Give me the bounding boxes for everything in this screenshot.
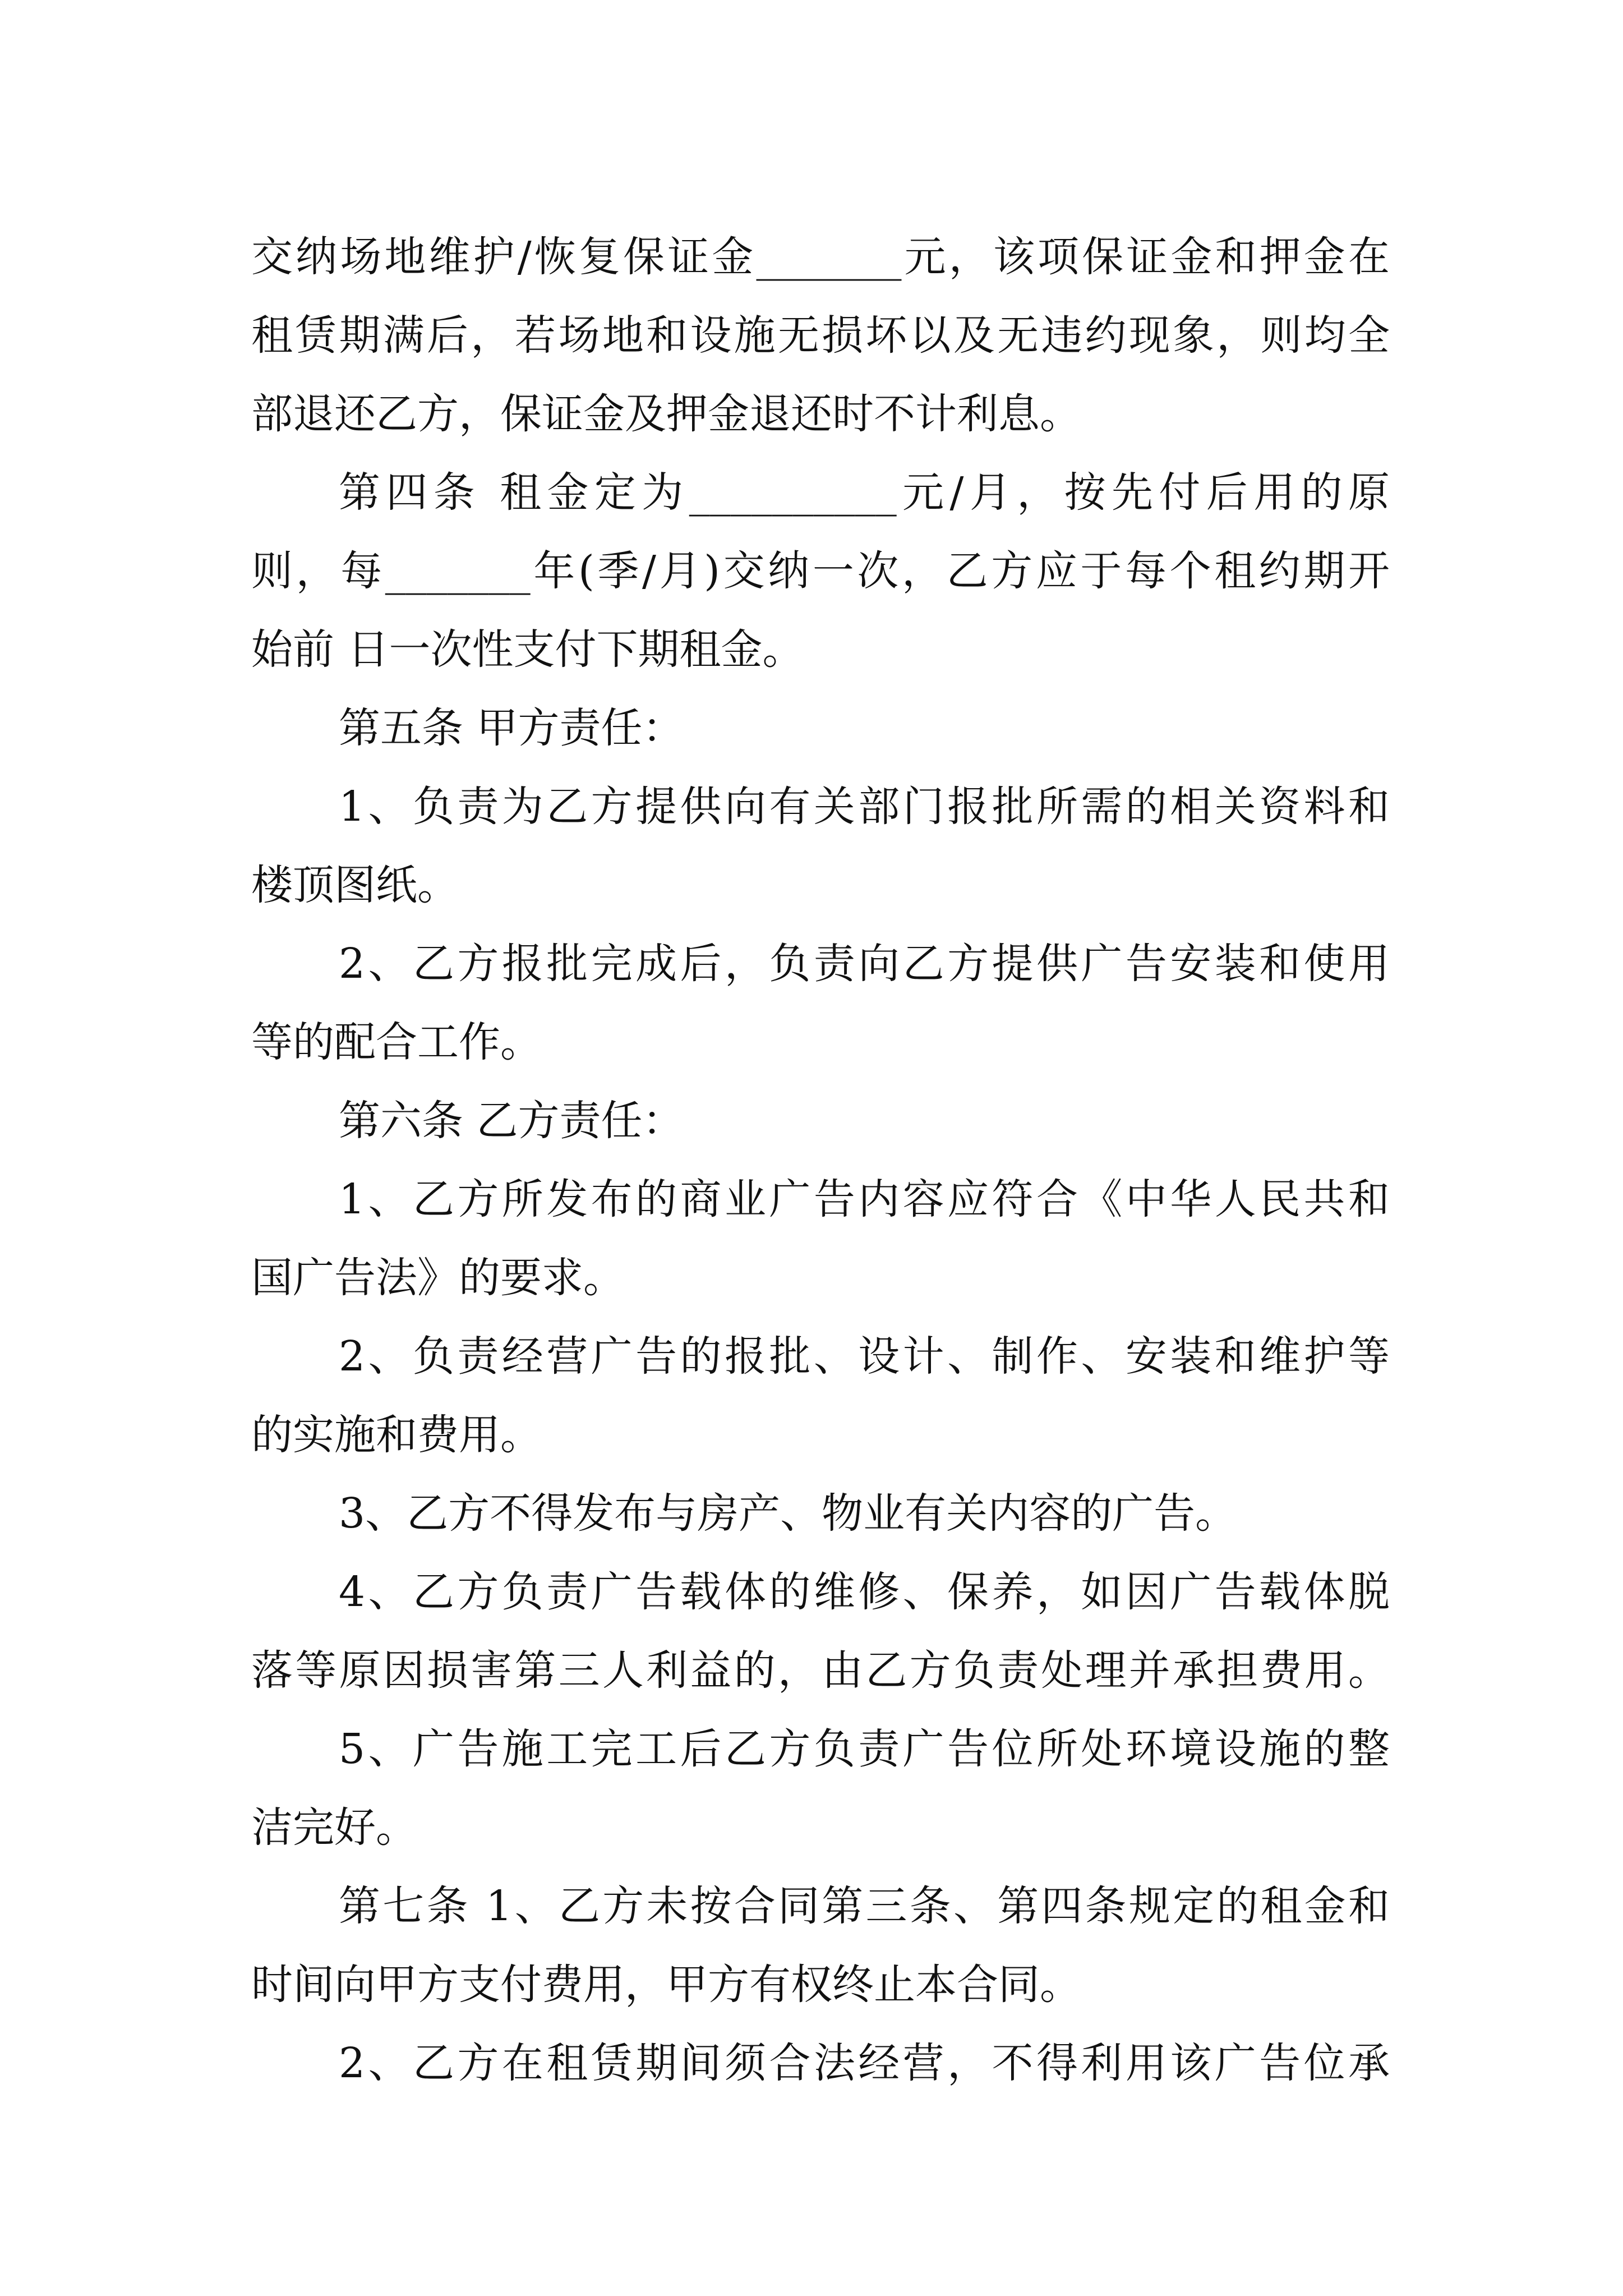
text-line: 1、乙方所发布的商业广告内容应符合《中华人民共和	[339, 1175, 1390, 1223]
text-line: 4、乙方负责广告载体的维修、保养，如因广告载体脱	[339, 1568, 1390, 1616]
text-line: 3、乙方不得发布与房产、物业有关内容的广告。	[339, 1489, 1237, 1538]
article-4-line: 第四条 租金定为__________元/月，按先付后用的原	[339, 468, 1390, 517]
article-5-heading: 第五条 甲方责任：	[339, 704, 684, 752]
text-line: 交纳场地维护/恢复保证金_______元，该项保证金和押金在	[251, 233, 1390, 281]
text-line: 则，每_______年(季/月)交纳一次，乙方应于每个租约期开	[251, 547, 1390, 595]
text-line: 国广告法》的要求。	[251, 1254, 625, 1302]
text-line: 等的配合工作。	[251, 1018, 542, 1066]
text-line: 时间向甲方支付费用，甲方有权终止本合同。	[251, 1961, 1081, 2009]
text-line: 2、负责经营广告的报批、设计、制作、安装和维护等	[339, 1332, 1390, 1381]
text-line: 租赁期满后，若场地和设施无损坏以及无违约现象，则均全	[251, 311, 1390, 360]
text-line: 1、负责为乙方提供向有关部门报批所需的相关资料和	[339, 783, 1390, 831]
text-line: 2、乙方报批完成后，负责向乙方提供广告安装和使用	[339, 940, 1390, 988]
text-line: 2、乙方在租赁期间须合法经营，不得利用该广告位承	[339, 2039, 1390, 2087]
text-line: 始前 日一次性支付下期租金。	[251, 625, 804, 674]
text-line: 落等原因损害第三人利益的，由乙方负责处理并承担费用。	[251, 1646, 1390, 1695]
text-line: 5、广告施工完工后乙方负责广告位所处环境设施的整	[339, 1725, 1390, 1773]
text-line: 部退还乙方，保证金及押金退还时不计利息。	[251, 390, 1081, 438]
article-7-line: 第七条 1、乙方未按合同第三条、第四条规定的租金和	[339, 1882, 1390, 1930]
text-line: 的实施和费用。	[251, 1411, 542, 1459]
article-6-heading: 第六条 乙方责任：	[339, 1097, 684, 1145]
text-line: 楼顶图纸。	[251, 861, 459, 909]
text-line: 洁完好。	[251, 1803, 417, 1852]
